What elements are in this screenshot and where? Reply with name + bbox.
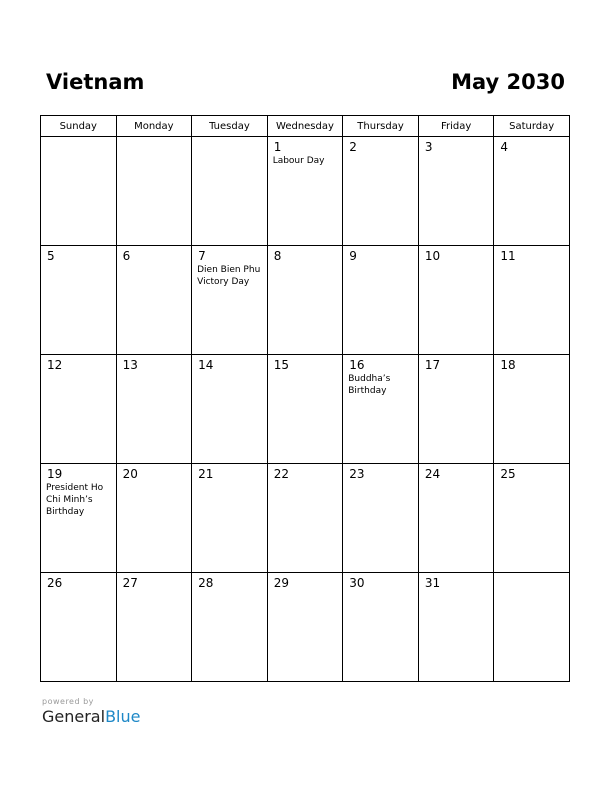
holiday-label bbox=[192, 140, 267, 141]
day-number: 8 bbox=[273, 249, 282, 263]
weekday-header-row bbox=[41, 116, 570, 137]
holiday-label bbox=[419, 372, 494, 373]
country-title: Vietnam bbox=[46, 70, 145, 94]
day-number: 28 bbox=[198, 576, 214, 590]
day-cell bbox=[41, 137, 117, 246]
holiday-label bbox=[192, 372, 267, 373]
generalblue-logo[interactable] bbox=[42, 707, 140, 726]
day-number: 19 bbox=[47, 467, 63, 481]
day-number: 16 bbox=[349, 358, 365, 372]
holiday-label bbox=[419, 590, 494, 591]
holiday-label bbox=[268, 481, 343, 482]
day-number: 10 bbox=[424, 249, 441, 263]
day-cell bbox=[418, 355, 494, 464]
day-number: 1 bbox=[273, 140, 282, 154]
day-cell bbox=[116, 137, 192, 246]
holiday-label bbox=[343, 263, 418, 264]
day-number: 15 bbox=[273, 358, 289, 372]
day-number: 3 bbox=[424, 140, 433, 154]
day-cell bbox=[41, 246, 117, 355]
day-number: 23 bbox=[349, 467, 365, 481]
month-year-title: May 2030 bbox=[451, 70, 565, 94]
day-number: 12 bbox=[47, 358, 63, 372]
day-cell bbox=[41, 464, 117, 573]
day-number: 22 bbox=[273, 467, 289, 481]
weekday-header-monday: Monday bbox=[116, 116, 192, 137]
day-cell bbox=[41, 355, 117, 464]
day-number: 11 bbox=[500, 249, 516, 263]
week-row-1 bbox=[41, 137, 570, 246]
footer-branding bbox=[42, 697, 140, 726]
holiday-label bbox=[117, 481, 192, 482]
week-row-2 bbox=[41, 246, 570, 355]
day-number: 2 bbox=[349, 140, 357, 154]
holiday-label bbox=[494, 576, 569, 577]
day-cell bbox=[116, 573, 192, 682]
day-cell bbox=[343, 137, 419, 246]
holiday-label bbox=[494, 263, 569, 264]
day-number: 21 bbox=[198, 467, 214, 481]
day-number: 6 bbox=[122, 249, 131, 263]
holiday-label bbox=[343, 481, 418, 482]
weekday-header-saturday: Saturday bbox=[494, 116, 570, 137]
holiday-label bbox=[268, 263, 343, 264]
day-cell bbox=[343, 573, 419, 682]
day-number: 31 bbox=[424, 576, 441, 590]
day-cell bbox=[267, 137, 343, 246]
day-number: 29 bbox=[273, 576, 289, 590]
holiday-label bbox=[419, 263, 494, 264]
day-cell bbox=[418, 137, 494, 246]
day-cell bbox=[267, 246, 343, 355]
weekday-header-friday: Friday bbox=[418, 116, 494, 137]
holiday-label: Buddha’s Birthday bbox=[348, 374, 391, 396]
week-row-5 bbox=[41, 573, 570, 682]
day-cell bbox=[192, 464, 268, 573]
holiday-label bbox=[117, 372, 192, 373]
calendar-grid bbox=[40, 115, 570, 682]
holiday-label: Dien Bien Phu Victory Day bbox=[197, 265, 261, 287]
weekday-header-sunday: Sunday bbox=[41, 116, 117, 137]
day-cell bbox=[192, 137, 268, 246]
day-number: 18 bbox=[500, 358, 516, 372]
holiday-label: Labour Day bbox=[272, 156, 325, 166]
day-cell bbox=[267, 573, 343, 682]
day-number: 20 bbox=[122, 467, 138, 481]
day-cell bbox=[343, 464, 419, 573]
day-number: 14 bbox=[198, 358, 214, 372]
day-cell bbox=[418, 246, 494, 355]
day-cell bbox=[418, 573, 494, 682]
day-cell bbox=[116, 246, 192, 355]
week-row-3 bbox=[41, 355, 570, 464]
holiday-label: President Ho Chi Minh’s Birthday bbox=[46, 483, 104, 517]
holiday-label bbox=[117, 140, 192, 141]
day-cell bbox=[418, 464, 494, 573]
day-cell bbox=[192, 246, 268, 355]
holiday-label bbox=[117, 590, 192, 591]
day-number: 27 bbox=[122, 576, 138, 590]
day-cell bbox=[343, 246, 419, 355]
day-cell bbox=[192, 355, 268, 464]
day-number: 9 bbox=[349, 249, 357, 263]
holiday-label bbox=[343, 590, 418, 591]
holiday-label bbox=[41, 372, 116, 373]
day-cell bbox=[494, 573, 570, 682]
holiday-label bbox=[41, 140, 116, 141]
weekday-header-tuesday: Tuesday bbox=[192, 116, 268, 137]
holiday-label bbox=[419, 154, 494, 155]
day-number: 13 bbox=[122, 358, 138, 372]
holiday-label bbox=[268, 372, 343, 373]
day-cell bbox=[116, 355, 192, 464]
day-number: 7 bbox=[198, 249, 206, 263]
holiday-label bbox=[41, 263, 116, 264]
day-cell bbox=[343, 355, 419, 464]
holiday-label bbox=[494, 154, 569, 155]
holiday-label bbox=[41, 590, 116, 591]
holiday-label bbox=[419, 481, 494, 482]
day-number: 17 bbox=[424, 358, 441, 372]
day-number: 24 bbox=[424, 467, 441, 481]
day-number: 25 bbox=[500, 467, 516, 481]
holiday-label bbox=[343, 154, 418, 155]
day-number: 4 bbox=[500, 140, 509, 154]
weekday-header-thursday: Thursday bbox=[343, 116, 419, 137]
brand-name-general: General bbox=[42, 707, 106, 726]
holiday-label bbox=[494, 372, 569, 373]
day-cell bbox=[494, 355, 570, 464]
day-cell bbox=[494, 464, 570, 573]
day-cell bbox=[494, 137, 570, 246]
day-number: 30 bbox=[349, 576, 365, 590]
day-cell bbox=[41, 573, 117, 682]
day-cell bbox=[494, 246, 570, 355]
day-cell bbox=[267, 464, 343, 573]
holiday-label bbox=[494, 481, 569, 482]
holiday-label bbox=[268, 590, 343, 591]
holiday-label bbox=[117, 263, 192, 264]
week-row-4 bbox=[41, 464, 570, 573]
holiday-label bbox=[192, 481, 267, 482]
brand-name-blue: Blue bbox=[105, 707, 141, 726]
day-cell bbox=[267, 355, 343, 464]
day-cell bbox=[116, 464, 192, 573]
day-number: 26 bbox=[47, 576, 63, 590]
weekday-header-wednesday: Wednesday bbox=[267, 116, 343, 137]
powered-by-label: powered by bbox=[42, 697, 94, 706]
day-number: 5 bbox=[47, 249, 55, 263]
day-cell bbox=[192, 573, 268, 682]
holiday-label bbox=[192, 590, 267, 591]
